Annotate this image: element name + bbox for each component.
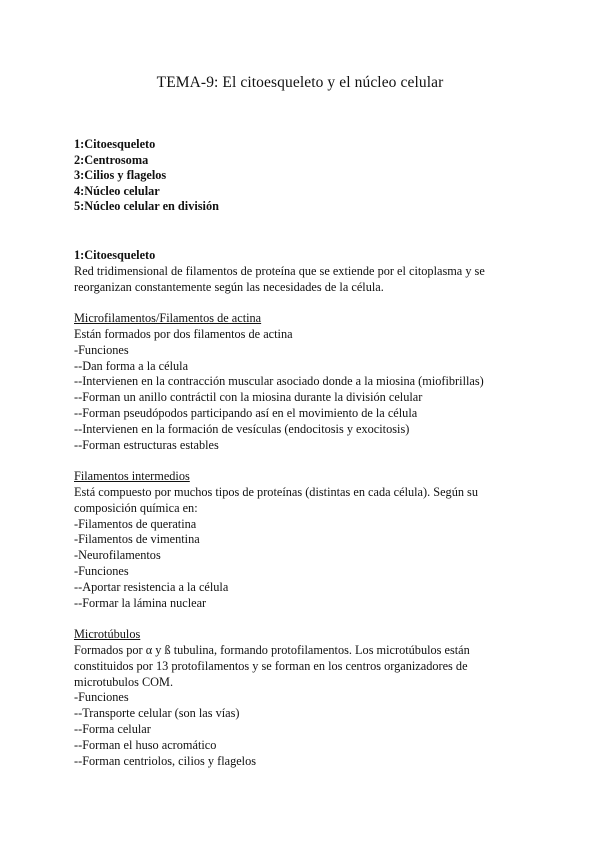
table-of-contents — [74, 137, 219, 215]
list-item: --Forman un anillo contráctil con la miosina durante la división celular — [74, 390, 423, 405]
list-item: -Funciones — [74, 342, 129, 357]
list-item: --Forman pseudópodos participando así en el movimiento de la célula — [74, 405, 418, 420]
toc-item: 3:Cilios y flagelos — [74, 168, 167, 182]
list-item: --Intervienen en la contracción muscular asociado donde a la miosina (miofibrillas) — [74, 374, 484, 389]
list-item: -Filamentos de vimentina — [74, 532, 200, 547]
microtubulos-intro: Formados por α y ß tubulina, formando protofilamentos. Los microtúbulos están constituidos por 13 protofilamentos y se forman en los centros organizadores de microtubulos COM. — [74, 642, 470, 689]
list-item: --Forma celular — [74, 721, 151, 736]
toc-item: 1:Citoesqueleto — [74, 137, 156, 151]
spacer — [74, 295, 528, 311]
list-item: -Neurofilamentos — [74, 548, 161, 563]
list-item: -Funciones — [74, 690, 129, 705]
section-heading-microfilamentos: Microfilamentos/Filamentos de actina — [74, 311, 262, 326]
spacer — [74, 453, 528, 469]
list-item: --Transporte celular (son las vías) — [74, 706, 240, 721]
toc-item: 5:Núcleo celular en división — [74, 199, 219, 213]
list-item: --Dan forma a la célula — [74, 358, 189, 373]
list-item: --Formar la lámina nuclear — [74, 595, 207, 610]
list-item: --Forman el huso acromático — [74, 737, 217, 752]
document-title: TEMA-9: El citoesqueleto y el núcleo celular — [156, 74, 444, 91]
section-heading-filamentos-intermedios: Filamentos intermedios — [74, 469, 190, 484]
citoesqueleto-intro: Red tridimensional de filamentos de proteína que se extiende por el citoplasma y se reorganizan constantemente según las necesidades de la célula. — [74, 263, 485, 294]
toc-item: 2:Centrosoma — [74, 152, 149, 167]
document-body — [74, 248, 528, 769]
list-item: --Intervienen en la formación de vesículas (endocitosis y exocitosis) — [74, 421, 410, 436]
section-heading-microtubulos: Microtúbulos — [74, 627, 141, 642]
list-item: --Forman estructuras estables — [74, 437, 219, 452]
toc-item: 4:Núcleo celular — [74, 183, 160, 198]
intermedios-intro: Está compuesto por muchos tipos de proteínas (distintas en cada célula). Según su composición química en: — [74, 484, 478, 515]
list-item: --Aportar resistencia a la célula — [74, 579, 229, 594]
list-item: --Forman centriolos, cilios y flagelos — [74, 753, 257, 768]
spacer — [74, 611, 528, 627]
list-item: -Funciones — [74, 563, 129, 578]
list-item: -Filamentos de queratina — [74, 516, 197, 531]
section-heading-citoesqueleto: 1:Citoesqueleto — [74, 248, 156, 262]
list-item: Están formados por dos filamentos de actina — [74, 326, 293, 341]
